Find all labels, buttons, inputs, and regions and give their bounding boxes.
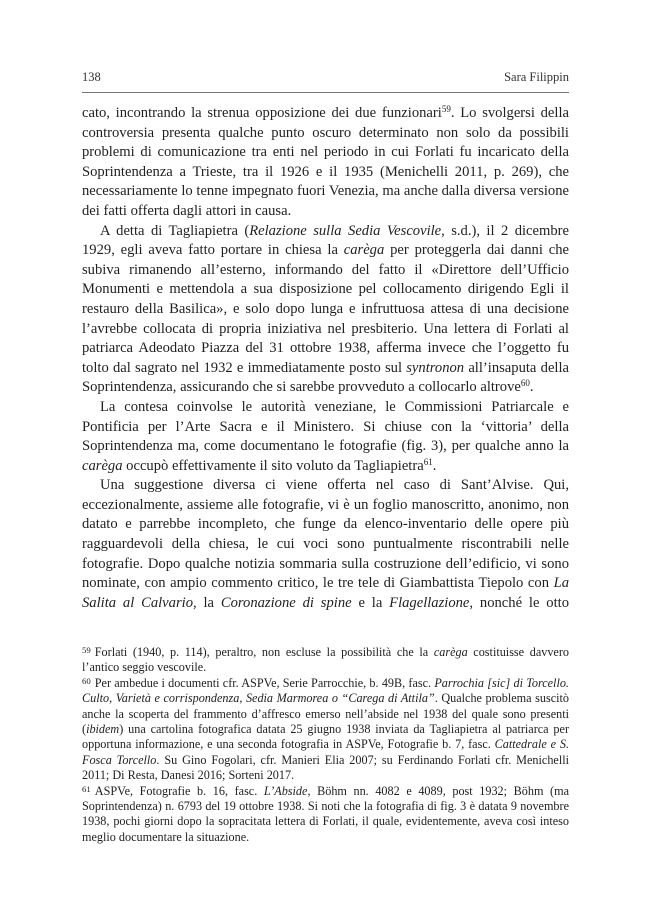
text-run: . Qualche problema suscitò anche la scoperta del frammento d’affresco emerso nell’abside nel 1938 del quale sono presenti (: [82, 691, 569, 737]
footnote-ref-61[interactable]: 61: [423, 456, 433, 467]
italic-title: Relazione sulla Sedia Vescovile: [249, 222, 442, 239]
text-run: costituisse davvero l’antico seggio vescovile.: [82, 645, 569, 675]
paragraph-2: [82, 222, 569, 398]
footnote-60: [82, 676, 569, 784]
text-run: , s.d.), il 2 dicembre 1929, egli aveva fatto portare in chiesa la: [82, 222, 569, 259]
footnote-61: [82, 784, 569, 846]
text-run: occupò effettivamente il sito voluto da Tagliapietra: [122, 457, 424, 474]
text-run: ASPVe, Fotografie b. 16, fasc.: [94, 783, 264, 798]
text-run: , Böhm nn. 4082 e 4089, post 1932; Böhm (ma Soprintendenza) n. 6793 del 19 ottobre 1938. Si noti che la fotografia di fig. 3 è datata 9 novembre 1938, pochi giorni dopo la sopracitata lettera di Forlati, il quale, evidentemente, aveva così inteso meglio documentare la situazione.: [82, 783, 569, 844]
text-run: Forlati (1940, p. 114), peraltro, non escluse la possibilità che la: [94, 645, 434, 659]
italic-title: L’Abside: [263, 783, 308, 798]
main-text: [82, 104, 569, 613]
italic-term: carèga: [343, 242, 385, 259]
text-run: .: [432, 457, 437, 474]
running-header: [82, 70, 569, 88]
text-run: .: [529, 379, 534, 396]
text-run: , nonché le otto: [469, 594, 569, 611]
footnote-number: 59: [82, 644, 91, 655]
text-run: cato, incontrando la strenua opposizione dei due funzionari: [82, 105, 442, 121]
italic-title: Coronazione di spine: [220, 594, 352, 611]
paragraph-3: [82, 398, 569, 476]
italic-title: La Salita al Calvario: [82, 575, 569, 611]
text-run: . Su Gino Fogolari, cfr. Manieri Elia 2007; su Ferdinando Forlati cfr. Menichelli 2011; Di Resta, Danesi 2016; Sorteni 2017.: [82, 752, 569, 783]
italic-term: carèga: [433, 645, 468, 659]
italic-term: ibidem: [86, 722, 120, 737]
text-run: La contesa coinvolse le autorità veneziane, le Commissioni Patriarcale e Pontificia per l’Arte Sacra e il Ministero. Si chiuse con la ‘vittoria’ della Soprintendenza ma, come documentano le fotografie (fig. 3), per qualche anno la: [82, 398, 569, 455]
text-run: Per ambedue i documenti cfr. ASPVe, Serie Parrocchie, b. 49B, fasc.: [94, 675, 435, 690]
header-rule: [82, 92, 569, 93]
text-run: all’insaputa della Soprintendenza, assicurando che si sarebbe provveduto a collocarlo altrove: [82, 359, 570, 396]
text-run: Una suggestione diversa ci viene offerta nel caso di Sant’Alvise. Qui, eccezionalmente, assieme alle fotografie, vi è un foglio manoscritto, anonimo, non datato e parrebbe incompleto, che funge da elenco-inventario delle opere più ragguardevoli della chiesa, le cui voci sono puntualmente riscontrabili nelle fotografie. Dopo qualche notizia sommaria sulla costruzione dell’edificio, vi sono nominate, con ampio commento critico, le tre tele di Giambattista Tiepolo con: [82, 477, 569, 592]
page-number: 138: [82, 70, 101, 84]
text-run: ) una cartolina fotografica datata 25 giugno 1938 inviata da Tagliapietra al patriarca per opportuna informazione, e una seconda fotografia in ASPVe, Fotografie b. 7, fasc.: [82, 722, 569, 752]
footnote-ref-60[interactable]: 60: [520, 378, 530, 389]
italic-term: carèga: [82, 457, 123, 474]
italic-title: Flagellazione: [389, 594, 470, 611]
footnote-number: 61: [82, 783, 91, 794]
running-author: Sara Filippin: [504, 70, 569, 84]
text-run: per proteggerla dai danni che subiva rimanendo all’esterno, informando del fatto il «Direttore dell’Ufficio Monumenti e mettendola a sua disposizione pel collocamento dirigendo Egli il restauro della Basilica», e solo dopo lunga e infruttuosa attesa di una decisione l’avrebbe collocata di propria iniziativa nel presbiterio. Una lettera di Forlati al patriarca Adeodato Piazza del 31 ottobre 1938, afferma invece che l’oggetto fu tolto dal sagrato nel 1932 e immediatamente posto sul: [82, 242, 569, 376]
footnote-number: 60: [82, 675, 91, 686]
footnote-59: [82, 645, 569, 676]
paragraph-1: [82, 104, 569, 222]
text-run: . Lo svolgersi della controversia presenta qualche punto oscuro determinato non solo da possibili problemi di comunicazione tra enti nel periodo in cui Forlati fu incaricato della Soprintendenza a Trieste, tra il 1926 e il 1935 (Menichelli 2011, p. 269), che necessariamente lo tenne impegnato fuori Venezia, ma anche dalla diversa versione dei fatti offerta dagli attori in causa.: [82, 105, 569, 219]
italic-term: syntronon: [406, 359, 465, 376]
text-run: A detta di Tagliapietra (: [100, 222, 250, 239]
italic-title: Parrochia [sic] di Torcello. Culto, Varietà e corrispondenza, Sedia Marmorea o “Carega di Attila”: [82, 675, 569, 706]
text-run: , la: [193, 594, 221, 611]
footnotes: [82, 645, 569, 845]
paragraph-4: [82, 476, 569, 613]
italic-title: Cattedrale e S. Fosca Torcello: [82, 737, 570, 767]
text-run: e la: [351, 594, 390, 611]
footnote-ref-59[interactable]: 59: [441, 104, 451, 115]
